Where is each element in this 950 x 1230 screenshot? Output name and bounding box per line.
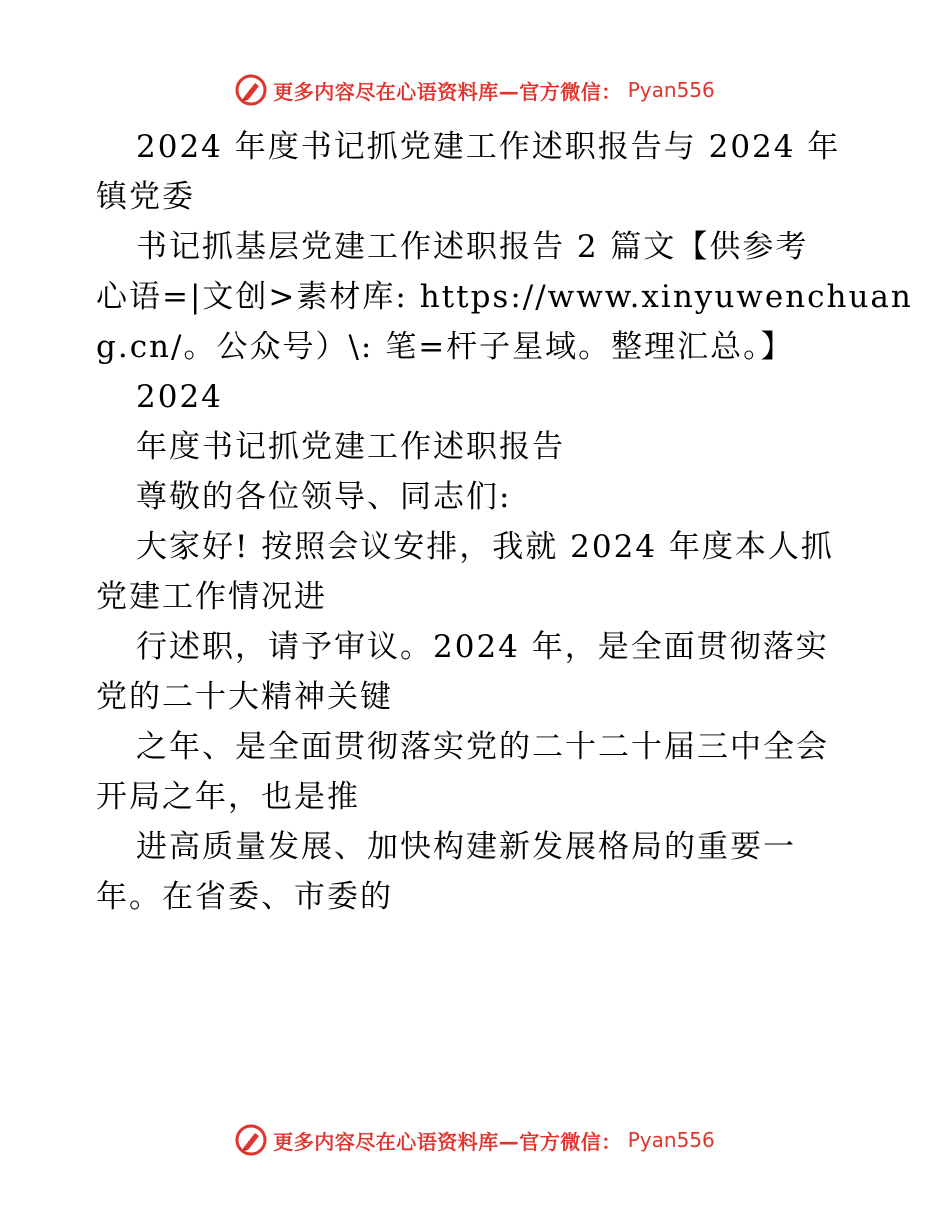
text-line: 大家好! 按照会议安排，我就 2024 年度本人抓 xyxy=(136,529,834,565)
logo-pen-icon xyxy=(235,74,267,106)
text-line: 年。在省委、市委的 xyxy=(96,879,393,915)
text-line: 镇党委 xyxy=(96,179,195,215)
footer-banner-contact: Pyan556 xyxy=(627,1128,715,1152)
header-banner-content xyxy=(235,74,715,106)
text-line: 尊敬的各位领导、同志们: xyxy=(136,479,512,515)
header-banner xyxy=(0,70,950,110)
text-line: 2024 xyxy=(136,379,223,415)
document-body xyxy=(96,122,913,922)
footer-banner-text: 更多内容尽在心语资料库—官方微信： xyxy=(273,1129,622,1154)
logo-pen-icon xyxy=(235,1124,267,1156)
text-line: 党的二十大精神关键 xyxy=(96,679,393,715)
text-line: 心语=|文创>素材库: https://www.xinyuwenchuan xyxy=(96,279,913,315)
text-line: 开局之年，也是推 xyxy=(96,779,360,815)
text-line: 书记抓基层党建工作述职报告 2 篇文【供参考 xyxy=(136,229,809,265)
header-banner-text: 更多内容尽在心语资料库—官方微信： xyxy=(273,79,622,104)
header-banner-contact: Pyan556 xyxy=(627,78,715,102)
footer-banner xyxy=(0,1120,950,1160)
text-line: 2024 年度书记抓党建工作述职报告与 2024 年 xyxy=(136,129,841,165)
footer-banner-content xyxy=(235,1124,715,1156)
text-line: 年度书记抓党建工作述职报告 xyxy=(136,429,565,465)
text-line: 党建工作情况进 xyxy=(96,579,327,615)
text-line: g.cn/。公众号）\: 笔=杆子星域。整理汇总。】 xyxy=(96,329,794,365)
text-line: 进高质量发展、加快构建新发展格局的重要一 xyxy=(136,829,796,865)
text-line: 之年、是全面贯彻落实党的二十二十届三中全会 xyxy=(136,729,829,765)
text-line: 行述职，请予审议。2024 年，是全面贯彻落实 xyxy=(136,629,829,665)
